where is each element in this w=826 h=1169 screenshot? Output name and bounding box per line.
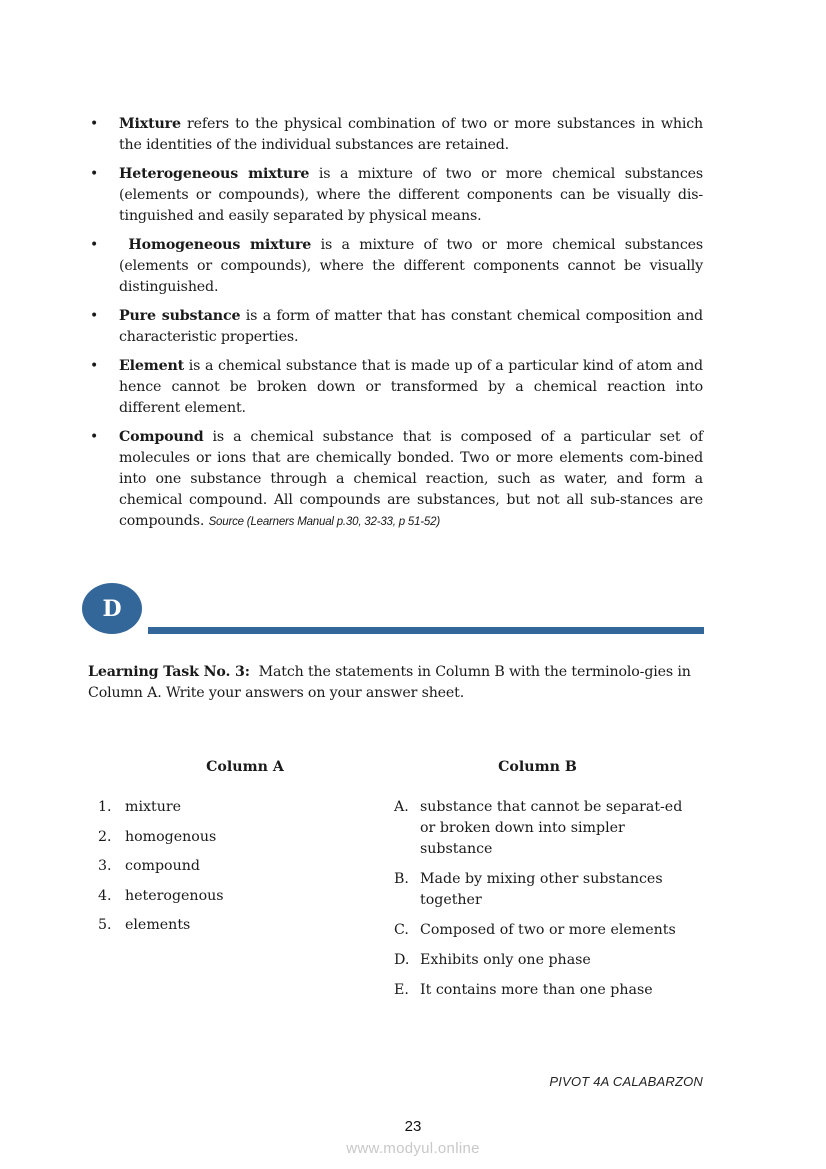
source-citation: Source (Learners Manual p.30, 32-33, p 51-52): [208, 516, 440, 528]
item-letter: B.: [394, 871, 409, 887]
definition-item: [88, 356, 703, 419]
column-b-list: [394, 797, 694, 1010]
definition-text: is a chemical substance that is composed of a particular set of molecules or ions that are chemically bonded. Two or more elements com-bined into one substance through a chemical reaction, such as water, and form a chemical compound. All compounds are substances, but not all sub-stances are compounds.: [119, 429, 703, 529]
item-letter: C.: [394, 922, 409, 938]
definition-text: is a form of matter that has constant chemical composition and characteristic properties.: [119, 308, 703, 345]
column-a-list: [98, 797, 224, 945]
definition-term: Pure substance: [119, 308, 241, 324]
item-text: elements: [125, 917, 191, 933]
definitions-list: [88, 114, 703, 541]
section-divider-bar: [148, 627, 704, 634]
definition-term: Compound: [119, 429, 204, 445]
section-letter: D: [102, 595, 122, 622]
definition-term: Heterogeneous mixture: [119, 166, 310, 182]
column-b-heading: Column B: [498, 759, 577, 775]
definition-term: Homogeneous mixture: [128, 237, 312, 253]
column-a-item: [98, 827, 224, 848]
definition-text: is a mixture of two or more chemical substances (elements or compounds), where the different components cannot be visually distinguished.: [119, 237, 703, 295]
item-text: Exhibits only one phase: [420, 952, 591, 968]
bullet-icon: •: [90, 237, 99, 253]
column-a-item: [98, 797, 224, 818]
definition-term: Element: [119, 358, 185, 374]
definition-item: [88, 306, 703, 348]
bullet-icon: •: [90, 166, 99, 182]
column-b-item: [394, 920, 694, 941]
item-text: It contains more than one phase: [420, 982, 653, 998]
item-number: 2.: [98, 828, 112, 845]
bullet-icon: •: [90, 358, 99, 374]
definition-text: is a chemical substance that is made up of a particular kind of atom and hence cannot be broken down or transformed by a chemical reaction into different element.: [119, 358, 703, 416]
column-b-item: [394, 950, 694, 971]
task-label: Learning Task No. 3:: [88, 664, 250, 680]
item-number: 1.: [98, 799, 112, 815]
item-text: compound: [125, 858, 200, 874]
definition-term: Mixture: [119, 116, 181, 132]
column-b-item: [394, 869, 694, 911]
definition-item: [88, 164, 703, 227]
column-a-heading: Column A: [206, 759, 284, 775]
watermark: www.modyul.online: [346, 1140, 480, 1157]
item-text: mixture: [125, 799, 182, 815]
item-number: 4.: [98, 887, 112, 904]
item-letter: D.: [394, 952, 410, 968]
item-number: 3.: [98, 858, 112, 874]
section-letter-badge: [82, 583, 142, 634]
item-text: Made by mixing other substances together: [420, 871, 663, 908]
column-a-item: [98, 915, 224, 936]
bullet-icon: •: [90, 116, 99, 132]
item-letter: E.: [394, 982, 409, 998]
page-number: 23: [404, 1118, 422, 1135]
definition-text: refers to the physical combination of two or more substances in which the identities of the individual substances are retained.: [119, 116, 703, 153]
task-text: Match the statements in Column B with the terminolo-gies in Column A. Write your answers on your answer sheet.: [88, 664, 696, 701]
definition-text: is a mixture of two or more chemical substances (elements or compounds), where the different components can be visually dis-tinguished and easily separated by physical means.: [119, 166, 703, 224]
item-letter: A.: [394, 799, 409, 815]
column-a-item: [98, 886, 224, 907]
footer-brand: PIVOT 4A CALABARZON: [549, 1074, 703, 1089]
bullet-icon: •: [90, 308, 99, 324]
item-text: Composed of two or more elements: [420, 922, 676, 938]
bullet-icon: •: [90, 429, 99, 445]
item-text: homogenous: [125, 828, 217, 845]
definition-item: [88, 114, 703, 156]
item-text: heterogenous: [125, 887, 224, 904]
column-a-item: [98, 856, 224, 877]
item-number: 5.: [98, 917, 112, 933]
definition-item: [88, 235, 703, 298]
learning-task-instruction: [88, 662, 703, 704]
column-b-item: [394, 797, 694, 860]
item-text: substance that cannot be separat-ed or broken down into simpler substance: [420, 799, 683, 857]
definition-item: [88, 427, 703, 533]
column-b-item: [394, 980, 694, 1001]
